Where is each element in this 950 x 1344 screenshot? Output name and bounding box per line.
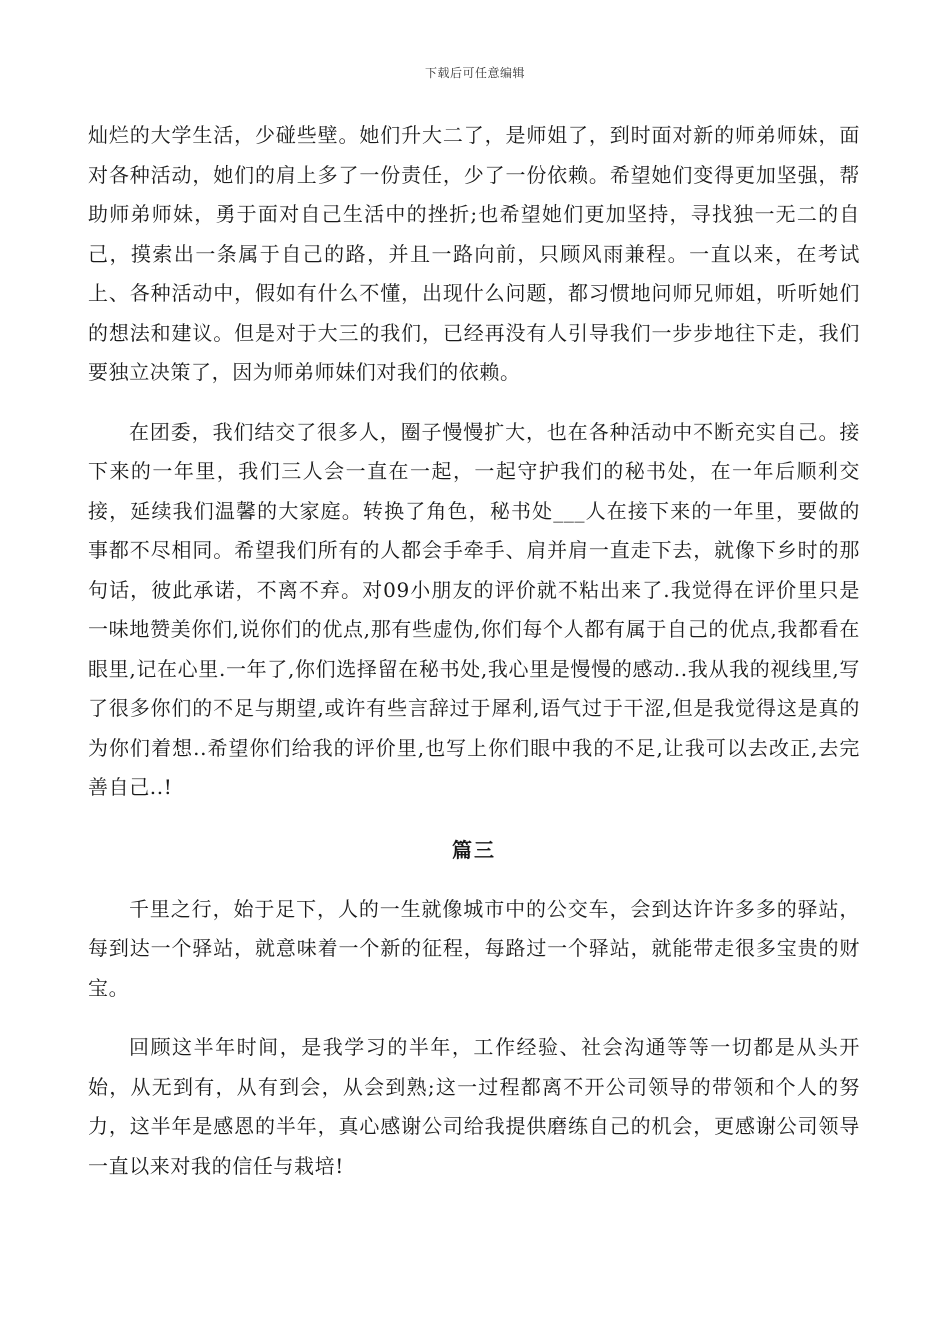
section-title: 篇三: [452, 837, 496, 862]
paragraph-qianli: 千里之行，始于足下，人的一生就像城市中的公交车，会到达许许多多的驿站，每到达一个驿站，就意味着一个新的征程，每路过一个驿站，就能带走很多宝贵的财宝。: [88, 896, 860, 1000]
paragraph-huigu: 回顾这半年时间，是我学习的半年，工作经验、社会沟通等等一切都是从头开始，从无到有，从有到会，从会到熟;这一过程都离不开公司领导的带领和个人的努力，这半年是感恩的半年，真心感谢公司给我提供磨练自己的机会，更感谢公司领导一直以来对我的信任与栽培!: [88, 1035, 860, 1178]
document-body: [88, 116, 860, 1186]
paragraph-continued: 灿烂的大学生活，少碰些壁。她们升大二了，是师姐了，到时面对新的师弟师妹，面对各种活动，她们的肩上多了一份责任，少了一份依赖。希望她们变得更加坚强，帮助师弟师妹，勇于面对自己生活中的挫折;也希望她们更加坚持，寻找独一无二的自己，摸索出一条属于自己的路，并且一路向前，只顾风雨兼程。一直以来，在考试上、各种活动中，假如有什么不懂，出现什么问题，都习惯地问师兄师姐，听听她们的想法和建议。但是对于大三的我们，已经再没有人引导我们一步步地往下走，我们要独立决策了，因为师弟师妹们对我们的依赖。: [88, 123, 860, 384]
page-header-note: 下载后可任意编辑: [424, 66, 525, 80]
paragraph-tuanwei: 在团委，我们结交了很多人，圈子慢慢扩大，也在各种活动中不断充实自己。接下来的一年里，我们三人会一直在一起，一起守护我们的秘书处，在一年后顺利交接，延续我们温馨的大家庭。转换了角色，秘书处___人在接下来的一年里，要做的事都不尽相同。希望我们所有的人都会手牵手、肩并肩一直走下去，就像下乡时的那句话，彼此承诺，不离不弃。对09小朋友的评价就不粘出来了.我觉得在评价里只是一味地赞美你们,说你们的优点,那有些虚伪,你们每个人都有属于自己的优点,我都看在眼里,记在心里.一年了,你们选择留在秘书处,我心里是慢慢的感动..我从我的视线里,写了很多你们的不足与期望,或许有些言辞过于犀利,语气过于干涩,但是我觉得这是真的为你们着想..希望你们给我的评价里,也写上你们眼中我的不足,让我可以去改正,去完善自己..!: [88, 419, 860, 799]
